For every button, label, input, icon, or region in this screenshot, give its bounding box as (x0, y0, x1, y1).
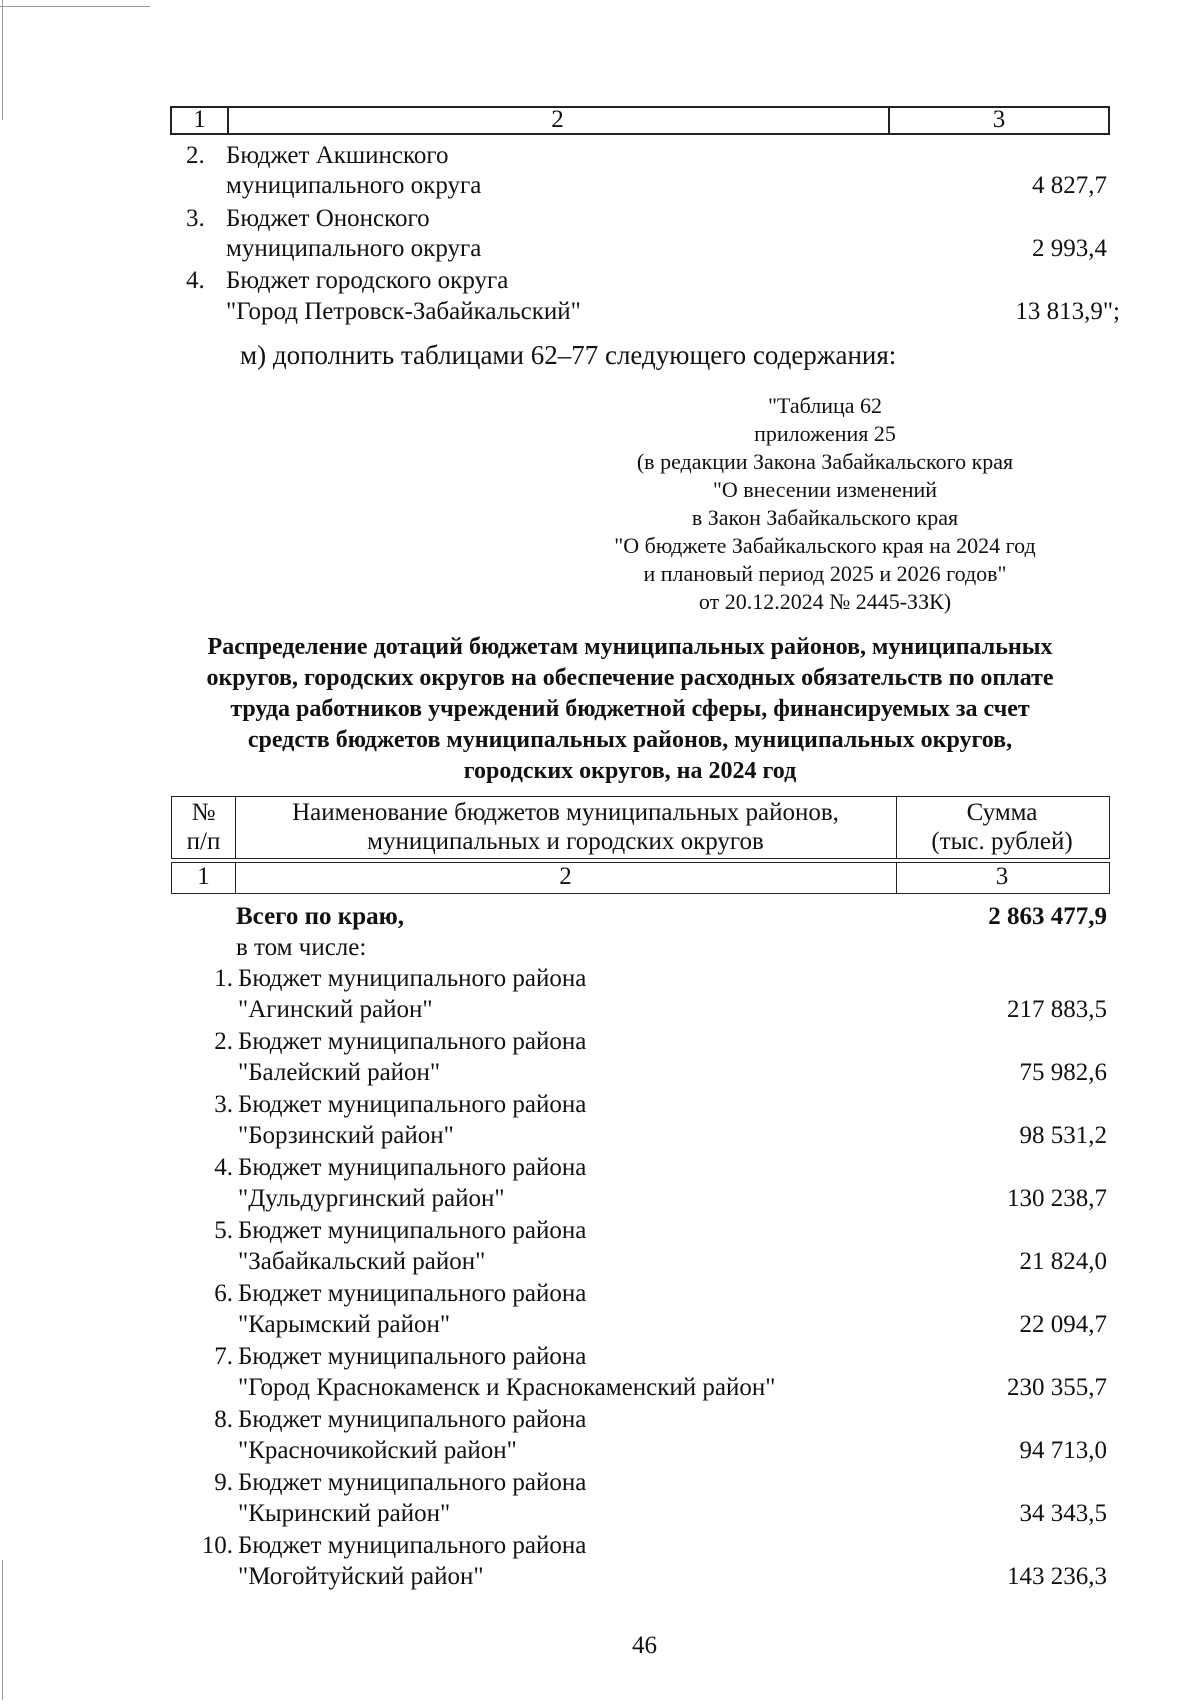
annex-line: "Таблица 62 (767, 393, 883, 418)
title-line: средств бюджетов муниципальных районов, муниципальных округов, (247, 727, 1013, 753)
total-label: Всего по краю, (236, 903, 404, 930)
document-title (140, 632, 1120, 787)
row-name-line1: Бюджет муниципального района (238, 1091, 587, 1118)
row-name-line2: "Агинский район" (238, 996, 433, 1023)
row-name-line2: муниципального округа (226, 235, 482, 262)
annex-reference (595, 392, 1055, 616)
row-name-line1: Бюджет муниципального района (238, 1343, 587, 1370)
row-name-line1: Бюджет муниципального района (238, 1469, 587, 1496)
row-name-line1: Бюджет Акшинского (226, 142, 449, 169)
header-name-line2: муниципальных и городских округов (367, 828, 764, 855)
title-line: труда работников учреждений бюджетной сферы, финансируемых за счет (230, 696, 1030, 722)
row-name-line1: Бюджет муниципального района (238, 1028, 587, 1055)
row-number: 9. (214, 1469, 233, 1496)
row-amount: 130 238,7 (1007, 1185, 1107, 1212)
header-number (172, 798, 235, 856)
row-name-line1: Бюджет Ононского (226, 205, 430, 232)
row-number: 6. (214, 1280, 233, 1307)
row-name-line1: Бюджет муниципального района (238, 1217, 587, 1244)
row-amount: 13 813,9"; (1015, 298, 1120, 325)
row-amount: 143 236,3 (1007, 1563, 1107, 1590)
row-number: 7. (214, 1343, 233, 1370)
row-name-line1: Бюджет муниципального района (238, 1154, 587, 1181)
header-sum (896, 798, 1108, 856)
row-number: 3. (186, 205, 205, 232)
header-number-line1: № (191, 799, 216, 826)
table-header (171, 796, 1110, 859)
row-name-line1: Бюджет муниципального района (238, 1532, 587, 1559)
row-name-line2: "Красночикойский район" (238, 1437, 517, 1464)
row-number: 4. (186, 267, 205, 294)
annex-line: и плановый период 2025 и 2026 годов" (643, 561, 1007, 586)
row-amount: 34 343,5 (1019, 1500, 1107, 1527)
row-name-line2: "Кыринский район" (238, 1500, 451, 1527)
title-line: городских округов, на 2024 год (463, 758, 797, 784)
annex-line: (в редакции Закона Забайкальского края (636, 449, 1014, 474)
total-value: 2 863 477,9 (988, 903, 1107, 930)
row-amount: 98 531,2 (1019, 1122, 1107, 1149)
title-line: Распределение дотаций бюджетам муниципальных районов, муниципальных (207, 634, 1053, 660)
row-amount: 21 824,0 (1019, 1248, 1107, 1275)
header-number-line2: п/п (186, 828, 221, 855)
header-name-line1: Наименование бюджетов муниципальных районов, (292, 799, 839, 826)
annex-line: от 20.12.2024 № 2445-ЗЗК) (698, 589, 952, 614)
col-index-1: 1 (197, 863, 210, 890)
including-label: в том числе: (236, 934, 367, 961)
header-sum-line2: (тыс. рублей) (931, 828, 1073, 855)
page-number: 46 (632, 1632, 657, 1659)
annex-line: "О бюджете Забайкальского края на 2024 год (614, 533, 1036, 558)
header-name (235, 798, 896, 856)
row-name-line2: "Дульдургинский район" (238, 1185, 505, 1212)
row-name-line2: "Борзинский район" (238, 1122, 454, 1149)
row-name-line2: муниципального округа (226, 172, 482, 199)
prev-table-index-row (170, 106, 1110, 135)
row-name-line2: "Город Петровск-Забайкальский" (226, 298, 581, 325)
row-name-line2: "Балейский район" (238, 1059, 441, 1086)
header-sum-line1: Сумма (966, 799, 1038, 826)
row-number: 5. (214, 1217, 233, 1244)
row-number: 1. (214, 965, 233, 992)
row-number: 2. (214, 1028, 233, 1055)
row-amount: 2 993,4 (1032, 235, 1107, 262)
row-number: 2. (186, 142, 205, 169)
row-name-line2: "Город Краснокаменск и Краснокаменский район" (238, 1374, 776, 1401)
row-amount: 22 094,7 (1019, 1311, 1107, 1338)
row-name-line2: "Забайкальский район" (238, 1248, 486, 1275)
row-name-line2: "Могойтуйский район" (238, 1563, 484, 1590)
scan-edge-mark (0, 6, 150, 7)
row-number: 8. (214, 1406, 233, 1433)
annex-line: "О внесении изменений (712, 477, 938, 502)
amendment-instruction: м) дополнить таблицами 62–77 следующего содержания: (240, 340, 897, 370)
col-index-2: 2 (559, 863, 572, 890)
row-amount: 75 982,6 (1019, 1059, 1107, 1086)
col-index-2: 2 (551, 106, 564, 133)
row-amount: 230 355,7 (1007, 1374, 1107, 1401)
row-number: 10. (201, 1532, 233, 1559)
title-line: округов, городских округов на обеспечение расходных обязательств по оплате (206, 665, 1054, 691)
annex-line: в Закон Забайкальского края (691, 505, 959, 530)
row-name-line2: "Карымский район" (238, 1311, 451, 1338)
col-index-3: 3 (992, 106, 1006, 133)
col-index-3: 3 (995, 863, 1009, 890)
row-amount: 94 713,0 (1019, 1437, 1107, 1464)
row-name-line1: Бюджет городского округа (226, 267, 509, 294)
row-amount: 4 827,7 (1032, 172, 1107, 199)
row-number: 4. (214, 1154, 233, 1181)
row-name-line1: Бюджет муниципального района (238, 1280, 587, 1307)
table-index-row (171, 862, 1110, 894)
row-name-line1: Бюджет муниципального района (238, 1406, 587, 1433)
scan-edge-mark (2, 0, 3, 120)
row-number: 3. (214, 1091, 233, 1118)
row-name-line1: Бюджет муниципального района (238, 965, 587, 992)
annex-line: приложения 25 (754, 421, 896, 446)
col-index-1: 1 (193, 106, 206, 133)
row-amount: 217 883,5 (1007, 996, 1107, 1023)
scan-edge-mark (2, 1560, 3, 1700)
